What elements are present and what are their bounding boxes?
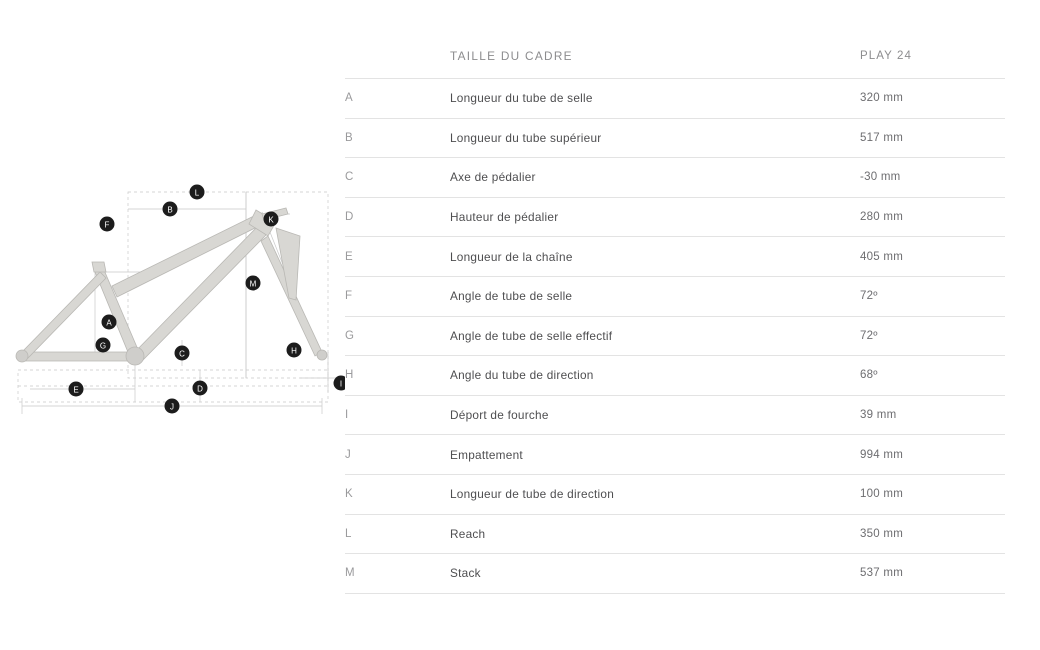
svg-text:L: L <box>194 188 200 198</box>
svg-text:K: K <box>268 215 274 225</box>
row-name: Angle du tube de direction <box>450 356 860 396</box>
marker-D <box>193 381 208 396</box>
row-letter: J <box>345 435 450 475</box>
row-name: Longueur du tube supérieur <box>450 118 860 158</box>
svg-text:G: G <box>99 341 107 351</box>
svg-text:A: A <box>106 318 112 328</box>
row-value: 280 mm <box>860 197 1005 237</box>
table-row <box>345 276 1005 316</box>
row-letter: H <box>345 356 450 396</box>
geometry-table <box>345 34 1005 594</box>
svg-text:E: E <box>73 385 79 395</box>
table-row <box>345 395 1005 435</box>
geometry-table-pane <box>345 0 1040 650</box>
row-name: Stack <box>450 554 860 594</box>
marker-G <box>96 338 111 353</box>
row-name: Angle de tube de selle effectif <box>450 316 860 356</box>
row-letter: F <box>345 276 450 316</box>
row-value: 320 mm <box>860 79 1005 119</box>
table-row <box>345 316 1005 356</box>
row-letter: E <box>345 237 450 277</box>
row-letter: C <box>345 158 450 198</box>
row-name: Angle de tube de selle <box>450 276 860 316</box>
row-name: Déport de fourche <box>450 395 860 435</box>
marker-H <box>287 343 302 358</box>
row-value: 39 mm <box>860 395 1005 435</box>
row-value: 537 mm <box>860 554 1005 594</box>
row-name: Axe de pédalier <box>450 158 860 198</box>
table-row <box>345 197 1005 237</box>
svg-text:C: C <box>179 349 185 359</box>
table-row <box>345 79 1005 119</box>
row-name: Hauteur de pédalier <box>450 197 860 237</box>
row-name: Reach <box>450 514 860 554</box>
marker-K <box>264 212 279 227</box>
table-row <box>345 554 1005 594</box>
header-model: PLAY 24 <box>860 34 1005 79</box>
row-letter: A <box>345 79 450 119</box>
row-value: 517 mm <box>860 118 1005 158</box>
row-value: 350 mm <box>860 514 1005 554</box>
table-row <box>345 356 1005 396</box>
table-row <box>345 118 1005 158</box>
row-letter: B <box>345 118 450 158</box>
table-row <box>345 474 1005 514</box>
row-name: Longueur de tube de direction <box>450 474 860 514</box>
svg-text:B: B <box>167 205 173 215</box>
table-row <box>345 237 1005 277</box>
row-value: -30 mm <box>860 158 1005 198</box>
row-value: 72º <box>860 276 1005 316</box>
svg-text:D: D <box>197 384 203 394</box>
marker-A <box>102 315 117 330</box>
marker-E <box>69 382 84 397</box>
row-letter: M <box>345 554 450 594</box>
row-value: 100 mm <box>860 474 1005 514</box>
svg-text:H: H <box>291 346 297 356</box>
row-name: Longueur de la chaîne <box>450 237 860 277</box>
bike-frame-svg <box>0 0 345 650</box>
row-letter: L <box>345 514 450 554</box>
marker-F <box>100 217 115 232</box>
svg-text:M: M <box>249 279 257 289</box>
row-value: 72º <box>860 316 1005 356</box>
table-row <box>345 158 1005 198</box>
table-header-row <box>345 34 1005 79</box>
row-name: Longueur du tube de selle <box>450 79 860 119</box>
geometry-diagram <box>0 0 345 650</box>
svg-text:F: F <box>104 220 110 230</box>
marker-B <box>163 202 178 217</box>
row-letter: I <box>345 395 450 435</box>
header-frame-size: TAILLE DU CADRE <box>450 34 860 79</box>
row-value: 68º <box>860 356 1005 396</box>
marker-L <box>190 185 205 200</box>
row-name: Empattement <box>450 435 860 475</box>
row-letter: K <box>345 474 450 514</box>
table-row <box>345 435 1005 475</box>
row-letter: D <box>345 197 450 237</box>
row-value: 405 mm <box>860 237 1005 277</box>
row-value: 994 mm <box>860 435 1005 475</box>
header-letter <box>345 34 450 79</box>
table-row <box>345 514 1005 554</box>
svg-text:I: I <box>339 379 343 389</box>
row-letter: G <box>345 316 450 356</box>
marker-M <box>246 276 261 291</box>
frame-tubes <box>16 205 327 365</box>
svg-text:J: J <box>170 402 174 412</box>
marker-J <box>165 399 180 414</box>
marker-C <box>175 346 190 361</box>
